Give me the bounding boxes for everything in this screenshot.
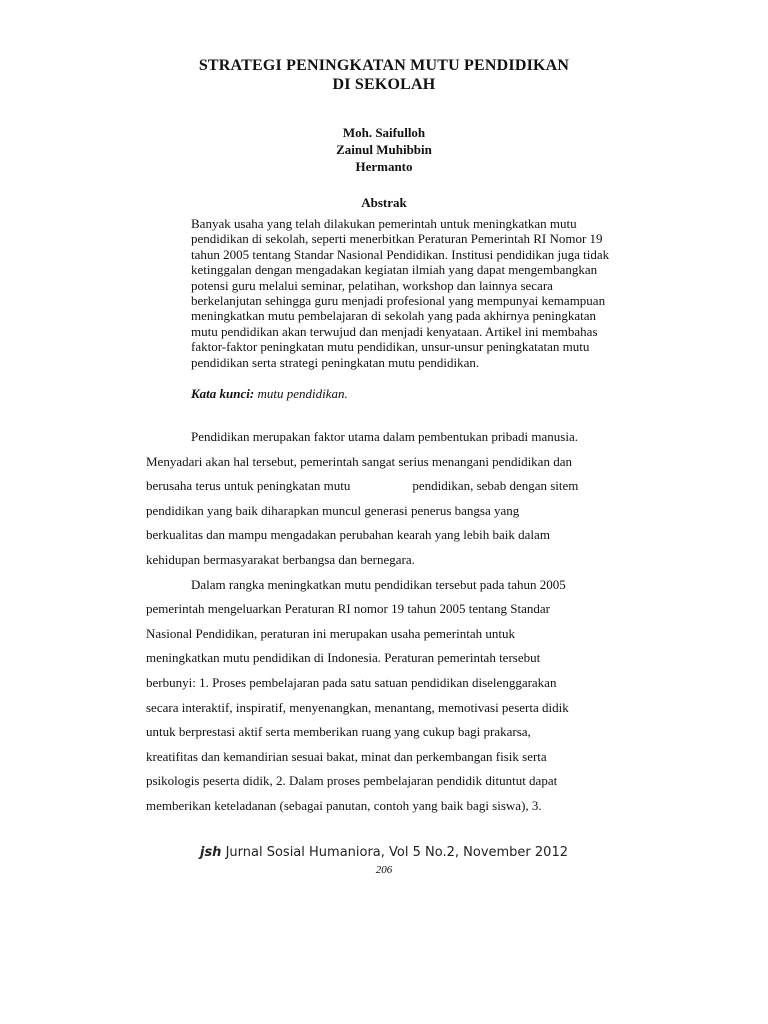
abstract-line: faktor-faktor peningkatan mutu pendidikan, unsur-unsur peningkatatan mutu	[191, 339, 590, 355]
body-line: berbunyi: 1. Proses pembelajaran pada satu satuan pendidikan diselenggarakan	[146, 674, 557, 690]
author-name: Hermanto	[355, 159, 413, 174]
body-line	[146, 477, 666, 502]
page-number: 206	[375, 864, 393, 876]
body-line: Menyadari akan hal tersebut, pemerintah sangat serius menangani pendidikan dan	[146, 453, 572, 469]
keywords	[191, 386, 348, 402]
body-line: memberikan keteladanan (sebagai panutan, contoh yang baik bagi siswa), 3.	[146, 797, 542, 813]
abstract-line: berkelanjutan sehingga guru menjadi profesional yang mempunyai kemampuan	[191, 293, 606, 309]
body-text	[146, 428, 666, 822]
body-line: kreatifitas dan kemandirian sesuai bakat, minat dan perkembangan fisik serta	[146, 748, 547, 764]
abstract-line: mutu pendidikan akan terwujud dan menjadi kenyataan. Artikel ini membahas	[191, 323, 598, 339]
body-line: meningkatkan mutu pendidikan di Indonesia. Peraturan pemerintah tersebut	[146, 650, 541, 666]
paper-title	[0, 56, 768, 94]
abstract-line: meningkatkan mutu pembelajaran di sekolah yang pada akhirnya peningkatan	[191, 308, 597, 324]
abstract-body	[191, 216, 661, 370]
abstract-heading: Abstrak	[361, 195, 407, 210]
keywords-value: mutu pendidikan.	[257, 386, 348, 401]
abstract-line: ketinggalan dengan mengadakan kegiatan ilmiah yang dapat mengembangkan	[191, 262, 598, 278]
body-line: Nasional Pendidikan, peraturan ini merupakan usaha pemerintah untuk	[146, 625, 515, 641]
journal-info: Jurnal Sosial Humaniora, Vol 5 No.2, November 2012	[225, 845, 568, 860]
title-line-2: DI SEKOLAH	[332, 76, 436, 93]
abstract-line: tahun 2005 tentang Standar Nasional Pendidikan. Institusi pendidikan juga tidak	[191, 246, 610, 262]
abstract-line: potensi guru melalui seminar, pelatihan, workshop dan lainnya secara	[191, 277, 553, 293]
abstract-line: pendidikan di sekolah, seperti menerbitkan Peraturan Pemerintah RI Nomor 19	[191, 231, 603, 247]
body-fragment: pendidikan, sebab dengan sitem	[412, 478, 579, 494]
author-name: Zainul Muhibbin	[336, 142, 432, 157]
body-line: psikologis peserta didik, 2. Dalam proses pembelajaran pendidik dituntut dapat	[146, 773, 558, 789]
keywords-label: Kata kunci:	[191, 386, 255, 401]
body-line: pemerintah mengeluarkan Peraturan RI nomor 19 tahun 2005 tentang Standar	[146, 601, 550, 617]
body-line: berkualitas dan mampu mengadakan perubahan kearah yang lebih baik dalam	[146, 527, 550, 543]
title-line-1: STRATEGI PENINGKATAN MUTU PENDIDIKAN	[198, 57, 570, 74]
abstract-line: Banyak usaha yang telah dilakukan pemerintah untuk meningkatkan mutu	[191, 216, 577, 231]
body-line: kehidupan bermasyarakat berbangsa dan bernegara.	[146, 551, 415, 567]
body-line: Dalam rangka meningkatkan mutu pendidikan tersebut pada tahun 2005	[191, 576, 566, 592]
body-line: untuk berprestasi aktif serta memberikan ruang yang cukup bagi prakarsa,	[146, 724, 531, 740]
body-fragment: berusaha terus untuk peningkatan mutu	[146, 478, 351, 494]
journal-footer	[0, 845, 768, 860]
journal-abbr: jsh	[199, 845, 222, 860]
body-line: Pendidikan merupakan faktor utama dalam pembentukan pribadi manusia.	[191, 429, 578, 444]
author-name: Moh. Saifulloh	[342, 125, 426, 140]
body-line: secara interaktif, inspiratif, menyenangkan, menantang, memotivasi peserta didik	[146, 699, 569, 715]
body-line: pendidikan yang baik diharapkan muncul generasi penerus bangsa yang	[146, 502, 520, 518]
abstract-line: pendidikan serta strategi peningkatan mutu pendidikan.	[191, 354, 480, 370]
author-list	[0, 124, 768, 175]
